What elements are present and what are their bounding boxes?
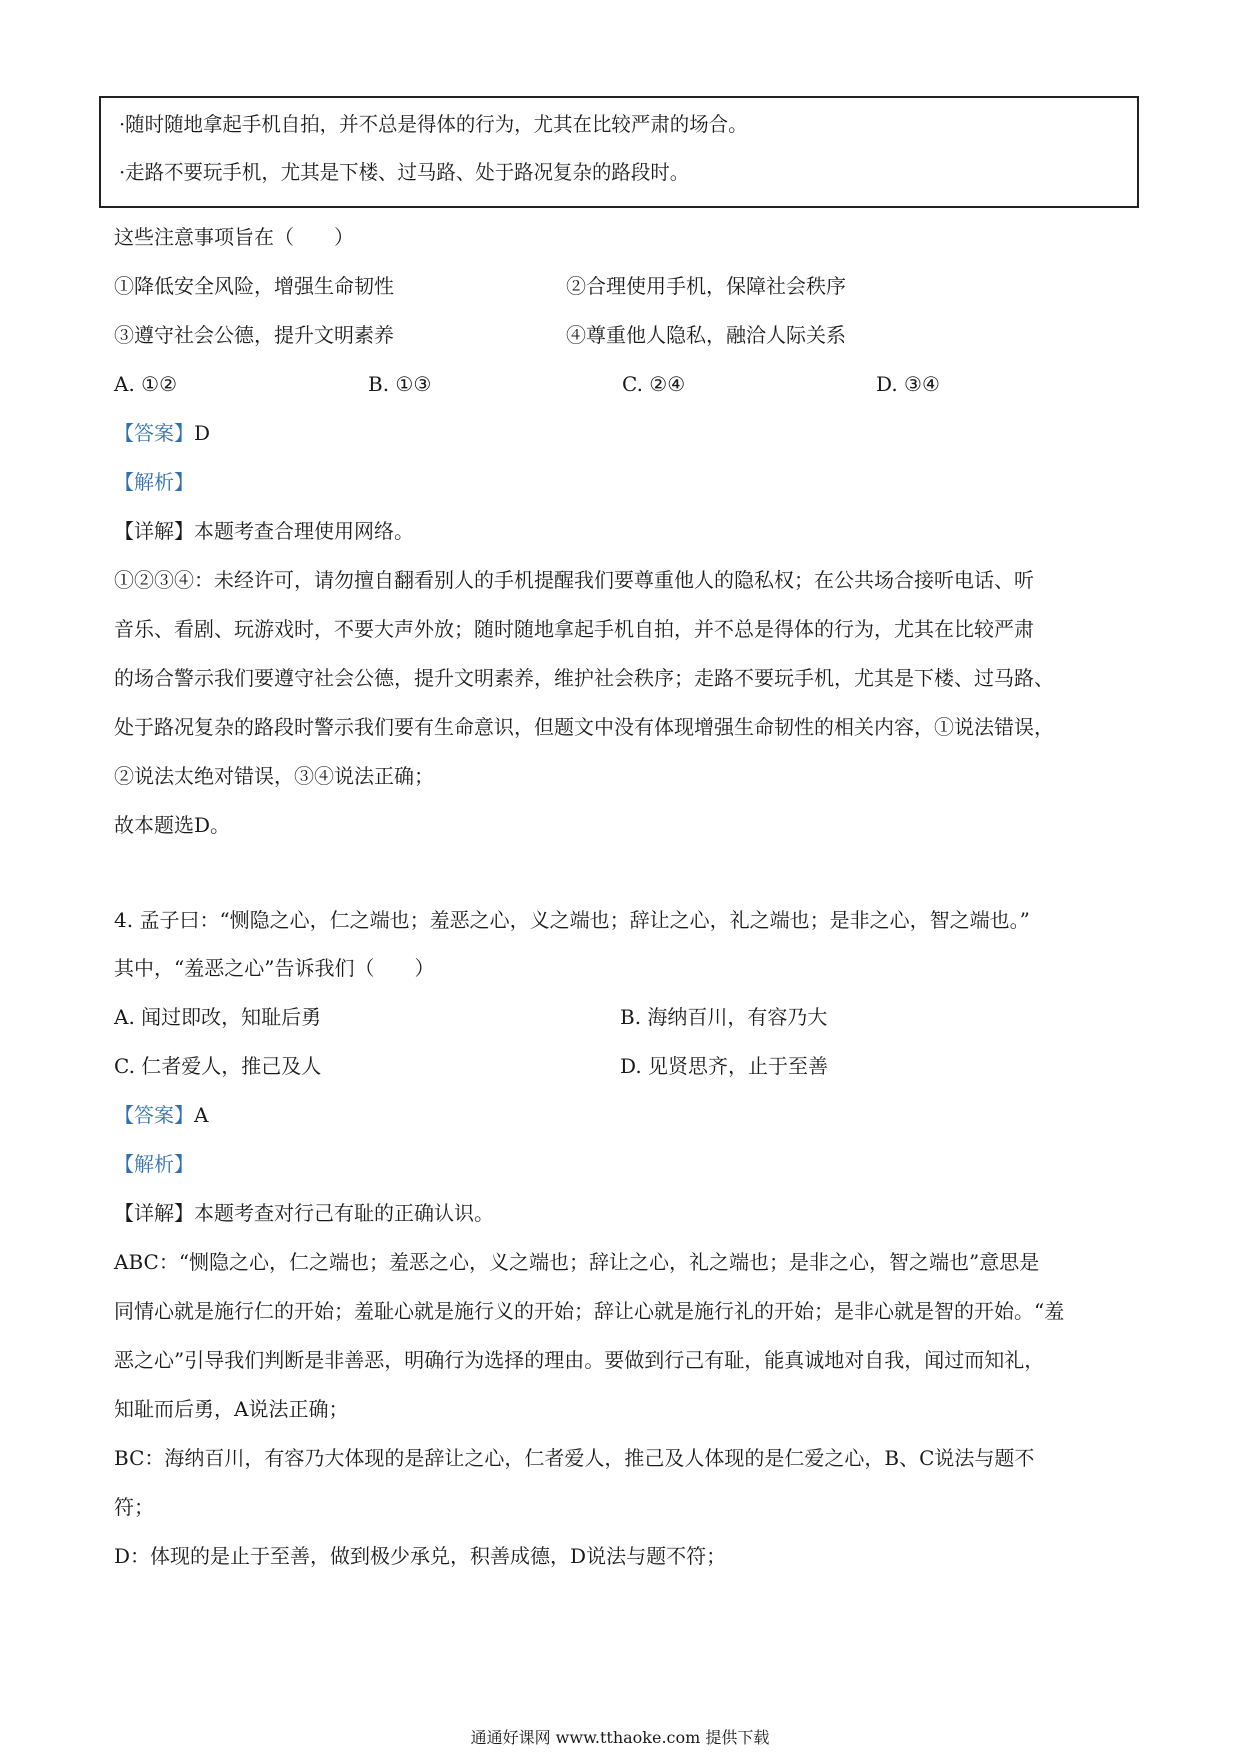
- explanation-line: 音乐、看剧、玩游戏时，不要大声外放；随时随地拿起手机自拍，并不总是得体的行为，尤其在比较严肃: [114, 617, 1034, 641]
- notice-box: [99, 96, 1139, 208]
- answer-value: D: [194, 421, 211, 445]
- page-footer: 通通好课网 www.tthaoke.com 提供下载: [470, 1728, 770, 1747]
- option-a: A. ①②: [114, 372, 178, 396]
- option-d: D. ③④: [876, 372, 940, 396]
- option-b: B. 海纳百川，有容乃大: [620, 1005, 828, 1029]
- option-b: B. ①③: [368, 372, 432, 396]
- answer-tag: 【答案】: [114, 421, 194, 445]
- option-a: A. 闻过即改，知耻后勇: [114, 1005, 322, 1029]
- explanation-line: 知耻而后勇，A说法正确；: [114, 1397, 349, 1421]
- statement: ④尊重他人隐私，融洽人际关系: [566, 323, 846, 347]
- detail-tag: 【详解】: [114, 1201, 194, 1225]
- statement: ③遵守社会公德，提升文明素养: [114, 323, 394, 347]
- explanation-line: 故本题选D。: [114, 813, 231, 837]
- detail-text: 本题考查合理使用网络。: [194, 519, 414, 543]
- answer-line: [114, 420, 210, 446]
- explanation-line: 同情心就是施行仁的开始；羞耻心就是施行义的开始；辞让心就是施行礼的开始；是非心就是智的开始。“羞: [114, 1299, 1065, 1323]
- answer-value: A: [194, 1103, 209, 1127]
- explanation-line: ①②③④：未经许可，请勿擅自翻看别人的手机提醒我们要尊重他人的隐私权；在公共场合接听电话、听: [114, 568, 1034, 592]
- question-stem: 这些注意事项旨在（ ）: [114, 225, 354, 249]
- statement: ①降低安全风险，增强生命韧性: [114, 274, 394, 298]
- statement: ②合理使用手机，保障社会秩序: [566, 274, 846, 298]
- answer-line: [114, 1102, 208, 1128]
- explanation-line: 的场合警示我们要遵守社会公德，提升文明素养，维护社会秩序；走路不要玩手机，尤其是下楼、过马路、: [114, 666, 1054, 690]
- answer-tag: 【答案】: [114, 1103, 194, 1127]
- question-stem: 4. 孟子曰：“恻隐之心，仁之端也；羞恶之心，义之端也；辞让之心，礼之端也；是非之心，智之端也。”: [114, 908, 1030, 932]
- option-d: D. 见贤思齐，止于至善: [620, 1054, 829, 1078]
- detail-tag: 【详解】: [114, 519, 194, 543]
- analysis-tag: 【解析】: [114, 470, 194, 494]
- option-c: C. 仁者爱人，推己及人: [114, 1054, 322, 1078]
- explanation-line: D：体现的是止于至善，做到极少承兑，积善成德，D说法与题不符；: [114, 1544, 727, 1568]
- explanation-line: 恶之心”引导我们判断是非善恶，明确行为选择的理由。要做到行己有耻，能真诚地对自我，闻过而知礼，: [114, 1348, 1045, 1372]
- explanation-line: ABC：“恻隐之心，仁之端也；羞恶之心，义之端也；辞让之心，礼之端也；是非之心，智之端也”意思是: [114, 1250, 1040, 1274]
- notice-item: ·走路不要玩手机，尤其是下楼、过马路、处于路况复杂的路段时。: [119, 160, 690, 184]
- explanation-line: ②说法太绝对错误，③④说法正确；: [114, 764, 434, 788]
- detail-line: [114, 518, 414, 544]
- notice-item: ·随时随地拿起手机自拍，并不总是得体的行为，尤其在比较严肃的场合。: [119, 112, 748, 136]
- detail-line: [114, 1200, 494, 1226]
- question-stem: 其中，“羞恶之心”告诉我们（ ）: [114, 956, 435, 980]
- explanation-line: 符；: [114, 1495, 154, 1519]
- explanation-line: 处于路况复杂的路段时警示我们要有生命意识，但题文中没有体现增强生命韧性的相关内容，①说法错误，: [114, 715, 1054, 739]
- analysis-tag: 【解析】: [114, 1152, 194, 1176]
- detail-text: 本题考查对行己有耻的正确认识。: [194, 1201, 494, 1225]
- option-c: C. ②④: [622, 372, 686, 396]
- explanation-line: BC：海纳百川，有容乃大体现的是辞让之心，仁者爱人，推己及人体现的是仁爱之心，B、C说法与题不: [114, 1446, 1035, 1470]
